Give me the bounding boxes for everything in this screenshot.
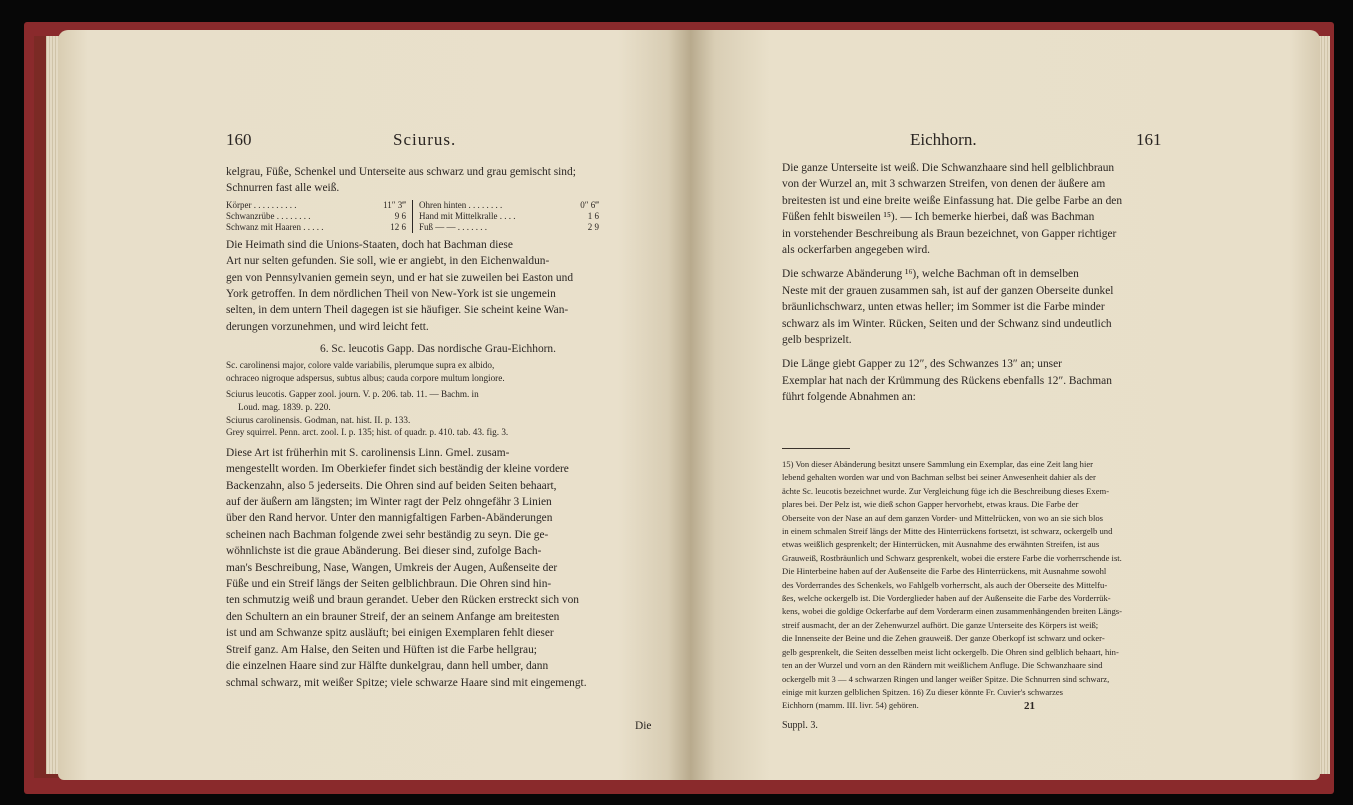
footnote-line: des Vorderrandes des Schenkels, wo Fahlgelb vorherrscht, als auch der Oberseite des Mittelfu- xyxy=(782,579,1108,590)
intro-lines xyxy=(226,164,650,197)
text-line: den Schultern an ein brauner Streif, der an seinem Anfange am breitesten xyxy=(226,610,560,623)
sheet-number: 21 xyxy=(1024,700,1035,712)
footnote-line: Eichhorn (mamm. III. livr. 54) gehören. xyxy=(782,700,919,711)
footnote-line: plares bei. Der Pelz ist, wie dieß schon Gapper hervorhebt, etwas kraus. Die Farbe der xyxy=(782,499,1079,510)
measurement-row: Fuß — — . . . . . . . 2 9 xyxy=(419,221,599,232)
measurement-row: Schwanzrübe . . . . . . . . 9 6 xyxy=(226,210,406,221)
text-line: Grey squirrel. Penn. arct. zool. I. p. 135; hist. of quadr. p. 410. tab. 43. fig. 3. xyxy=(226,427,509,438)
text-line: Die Länge giebt Gapper zu 12″, des Schwanzes 13″ an; unser xyxy=(782,358,1062,371)
text-line: über den Rand hervor. Unter den mannigfaltigen Farben-Abänderungen xyxy=(226,512,553,525)
synonymy xyxy=(226,388,650,438)
footnotes xyxy=(782,458,1218,713)
description-paragraph xyxy=(226,445,650,691)
text-line: von der Wurzel an, mit 3 schwarzen Streifen, von denen der äußere am xyxy=(782,178,1106,191)
text-line: Die schwarze Abänderung ¹⁶), welche Bachman oft in demselben xyxy=(782,268,1079,281)
text-line: selten, in dem untern Theil dagegen ist sie häufiger. Sie scheint keine Wan- xyxy=(226,304,569,317)
text-line: in vorstehender Beschreibung als Braun bezeichnet, von Gapper richtiger xyxy=(782,227,1117,240)
text-line: Art nur selten gefunden. Sie soll, wie er angiebt, in den Eichenwaldun- xyxy=(226,255,550,268)
text-line: scheinen nach Bachman folgende zwei sehr beständig zu seyn. Die ge- xyxy=(226,528,549,541)
left-running-title: Sciurus. xyxy=(393,130,457,149)
measurement-divider xyxy=(412,200,413,233)
footnote-line: ten an der Wurzel und vorn an den Rändern mit weißlichem Anfluge. Die Schwanzhaare sind xyxy=(782,660,1103,671)
footnote-line: einige mit kurzen gelblichen Spitzen. 16) Zu dieser könnte Fr. Cuvier's schwarzes xyxy=(782,686,1064,697)
text-line: ten schmutzig weiß und braun gerandet. Ueber den Rücken erstreckt sich von xyxy=(226,594,579,607)
left-text-block xyxy=(226,164,650,691)
text-line: führt folgende Abnahmen an: xyxy=(782,391,916,404)
text-line: ist und am Schwanze spitz ausläuft; bei einigen Exemplaren fehlt dieser xyxy=(226,627,554,640)
footnote-line: in einem schmalen Streif längs der Mitte des Hinterrückens fortsetzt, ist schwarz, ockergelb und xyxy=(782,526,1113,537)
text-line: schwarz als im Winter. Rücken, Seiten und der Schwanz sind undeutlich xyxy=(782,317,1112,330)
length-paragraph xyxy=(782,356,1214,405)
right-page xyxy=(690,30,1320,780)
text-line: schmal schwarz, mit weißer Spitze; viele schwarze Haare sind mit eingemengt. xyxy=(226,676,587,689)
footnote-line: ächte Sc. leucotis bezeichnet wurde. Zur Vergleichung füge ich die Beschreibung dieses Exem- xyxy=(782,485,1110,496)
text-line: Füßen fehlt bisweilen ¹⁵). — Ich bemerke hierbei, daß was Bachman xyxy=(782,211,1095,224)
measurement-row: Körper . . . . . . . . . . 11″ 3‴ xyxy=(226,199,406,210)
text-line: kelgrau, Füße, Schenkel und Unterseite aus schwarz und grau gemischt sind; xyxy=(226,166,576,178)
measurement-column-left xyxy=(226,200,406,233)
text-line: derungen vorzunehmen, und wird leicht fett. xyxy=(226,320,429,333)
text-line: Füße und ein Streif längs der Seiten gelblichbraun. Die Ohren sind hin- xyxy=(226,578,552,591)
text-line: Die ganze Unterseite ist weiß. Die Schwanzhaare sind hell gelblichbraun xyxy=(782,162,1115,174)
text-line: bräunlichschwarz, unten etwas heller; im Sommer ist die Farbe minder xyxy=(782,301,1105,314)
text-line: gelb besprizelt. xyxy=(782,334,852,347)
text-line: Backenzahn, also 5 jederseits. Die Ohren sind auf beiden Seiten behaart, xyxy=(226,479,557,492)
text-line: York getroffen. In dem nördlichen Theil von New-York ist sie ungemein xyxy=(226,288,556,301)
footnote-line: ßes, welche ockergelb ist. Die Vorderglieder haben auf der Außenseite die Farbe des Vorderrük- xyxy=(782,593,1111,604)
text-line: mengestellt worden. Im Oberkiefer findet sich beständig der kleine vordere xyxy=(226,463,569,476)
footnote-line: ockergelb mit 3 — 4 schwarzen Ringen und langer weißer Spitze. Die Schnurren sind schwarz, xyxy=(782,673,1110,684)
text-line: Sc. carolinensi major, colore valde variabilis, plerumque supra ex albido, xyxy=(226,360,495,371)
footnote-rule xyxy=(782,448,850,449)
measurement-row: Schwanz mit Haaren . . . . . 12 6 xyxy=(226,221,406,232)
footnote-line: kens, wobei die goldige Ockerfarbe auf dem Vorderarm einen zusammenhängenden breiten Längs- xyxy=(782,606,1122,617)
signature-mark: Suppl. 3. xyxy=(782,720,818,731)
underside-paragraph xyxy=(782,160,1214,258)
habitat-paragraph xyxy=(226,237,650,335)
right-text-block xyxy=(782,160,1214,406)
black-variant-paragraph xyxy=(782,266,1214,348)
measurement-row: Hand mit Mittelkralle . . . . 1 6 xyxy=(419,210,599,221)
text-line: Loud. mag. 1839. p. 220. xyxy=(238,402,331,413)
text-line: Neste mit der grauen zusammen sah, ist auf der ganzen Oberseite dunkel xyxy=(782,284,1114,297)
footnote-line: lebend gehalten worden war und von Bachman selbst bei seiner Anwesenheit dahier als der xyxy=(782,472,1096,483)
text-line: auf der äußern am längsten; im Winter ragt der Pelz ohngefähr 3 Linien xyxy=(226,496,552,509)
text-line: breitesten ist und eine breite weiße Einfassung hat. Die gelbe Farbe an den xyxy=(782,194,1123,207)
measurement-table xyxy=(226,200,650,233)
footnote-line: streif ausmacht, der an der Zehenwurzel aufhört. Die ganze Unterseite des Körpers ist weiß; xyxy=(782,619,1099,630)
footnote-line: Oberseite von der Nase an auf dem ganzen Vorder- und Mittelrücken, von wo an sie sich blos xyxy=(782,512,1103,523)
catchword: Die xyxy=(635,720,652,732)
footnote-line: die Innenseite der Beine und die Zehen grauweiß. Der ganze Oberkopf ist schwarz und ocker- xyxy=(782,633,1105,644)
footnote-line: Grauweiß, Rostbräunlich und Schwarz gesprenkelt, wobei die erstere Farbe die vorherrschende ist. xyxy=(782,552,1122,563)
text-line: wöhnlichste ist die graue Abänderung. Bei dieser sind, zufolge Bach- xyxy=(226,545,542,558)
left-page-number: 160 xyxy=(226,130,252,149)
text-line: Die Heimath sind die Unions-Staaten, doch hat Bachman diese xyxy=(226,238,513,251)
latin-diagnosis xyxy=(226,359,650,384)
footnote-line: Die Hinterbeine haben auf der Außenseite die Farbe des Hinterrückens, mit Ausnahme sowohl xyxy=(782,566,1107,577)
text-line: gen von Pennsylvanien gemein seyn, und er hat sie zuweilen bei Easton und xyxy=(226,271,574,284)
footnote-line: etwas weißlich gesprenkelt; der Hinterrücken, mit Ausnahme des erwähnten Streifen, ist aus xyxy=(782,539,1100,550)
footnote-line: gelb gesprenkelt, die Seiten desselben meist licht ockergelb. Die Ohren sind gelblich behaart, hin- xyxy=(782,646,1119,657)
right-page-number: 161 xyxy=(1136,130,1162,149)
measurement-row: Ohren hinten . . . . . . . . 0″ 6‴ xyxy=(419,199,599,210)
text-line: Sciurus carolinensis. Godman, nat. hist. II. p. 133. xyxy=(226,414,411,425)
text-line: Streif ganz. Am Halse, den Seiten und Hüften ist die Farbe hellgrau; xyxy=(226,643,537,656)
species-heading: 6. Sc. leucotis Gapp. Das nordische Grau-Eichhorn. xyxy=(320,343,556,356)
text-line: die einzelnen Haare sind zur Hälfte dunkelgrau, dann hell umber, dann xyxy=(226,660,549,673)
text-line: Sciurus leucotis. Gapper zool. journ. V. p. 206. tab. 11. — Bachm. in xyxy=(226,389,479,400)
text-line: als ockerfarben angegeben wird. xyxy=(782,244,931,257)
text-line: man's Beschreibung, Nase, Wangen, Umkreis der Augen, Außenseite der xyxy=(226,561,558,574)
measurement-column-right xyxy=(419,200,599,233)
text-line: Diese Art ist früherhin mit S. carolinensis Linn. Gmel. zusam- xyxy=(226,446,510,459)
text-line: Exemplar hat nach der Krümmung des Rückens ebenfalls 12″. Bachman xyxy=(782,374,1112,387)
left-page xyxy=(58,30,690,780)
text-line: Schnurren fast alle weiß. xyxy=(226,182,340,195)
right-running-title: Eichhorn. xyxy=(910,130,977,149)
footnote-line: 15) Von dieser Abänderung besitzt unsere Sammlung ein Exemplar, das eine Zeit lang hier xyxy=(782,459,1094,469)
text-line: ochraceo nigroque adspersus, subtus albus; cauda corpore multum longiore. xyxy=(226,372,505,383)
